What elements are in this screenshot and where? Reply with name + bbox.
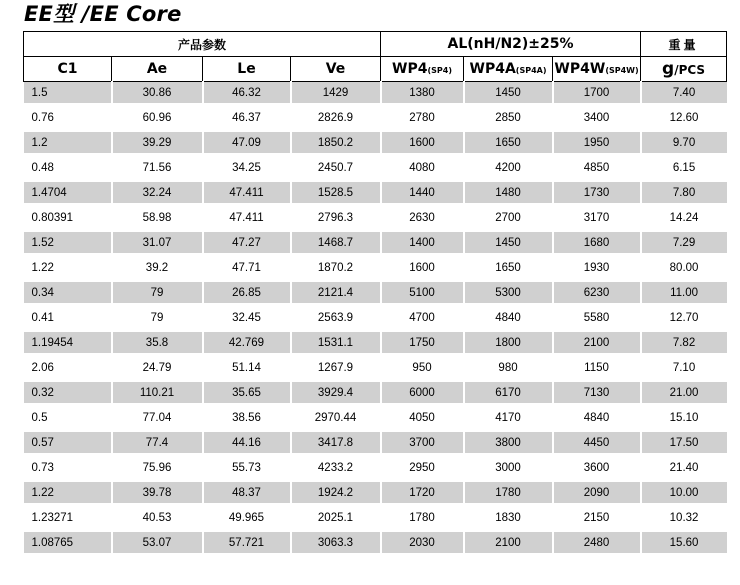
cell-c1: 0.5 (24, 405, 112, 430)
table-row (24, 305, 727, 330)
cell-wp4w: 6230 (553, 280, 641, 305)
cell-ve: 1429 (291, 82, 381, 106)
cell-weight: 7.82 (641, 330, 727, 355)
cell-ve: 2121.4 (291, 280, 381, 305)
cell-wp4w: 1950 (553, 130, 641, 155)
cell-wp4a: 6170 (464, 380, 553, 405)
col-header-wp4 (381, 57, 464, 82)
cell-le: 47.411 (203, 180, 291, 205)
col-header-wp4w-sub: (SP4W) (605, 66, 639, 75)
cell-wp4w: 3170 (553, 205, 641, 230)
cell-wp4a: 2100 (464, 530, 553, 555)
cell-wp4w: 5580 (553, 305, 641, 330)
cell-wp4: 1600 (381, 130, 464, 155)
cell-ae: 31.07 (112, 230, 203, 255)
header-weight: 重量 (641, 32, 727, 57)
cell-ae: 60.96 (112, 105, 203, 130)
cell-c1: 0.73 (24, 455, 112, 480)
cell-weight: 21.00 (641, 380, 727, 405)
cell-ae: 58.98 (112, 205, 203, 230)
cell-weight: 12.70 (641, 305, 727, 330)
cell-c1: 0.80391 (24, 205, 112, 230)
cell-le: 47.27 (203, 230, 291, 255)
cell-ve: 2450.7 (291, 155, 381, 180)
cell-c1: 2.06 (24, 355, 112, 380)
col-header-wp4w (553, 57, 641, 82)
col-header-wp4w-main: WP4W (554, 61, 606, 77)
table-row (24, 155, 727, 180)
cell-wp4: 6000 (381, 380, 464, 405)
table-row (24, 530, 727, 555)
cell-wp4a: 980 (464, 355, 553, 380)
cell-wp4a: 1450 (464, 230, 553, 255)
cell-wp4: 1780 (381, 505, 464, 530)
cell-wp4a: 1830 (464, 505, 553, 530)
cell-ae: 75.96 (112, 455, 203, 480)
header-al-value: AL(nH/N2)±25% (381, 32, 641, 57)
cell-c1: 0.34 (24, 280, 112, 305)
cell-c1: 1.23271 (24, 505, 112, 530)
cell-wp4: 4050 (381, 405, 464, 430)
cell-ve: 4233.2 (291, 455, 381, 480)
cell-wp4: 1440 (381, 180, 464, 205)
cell-ae: 35.8 (112, 330, 203, 355)
cell-weight: 21.40 (641, 455, 727, 480)
cell-wp4w: 4850 (553, 155, 641, 180)
cell-c1: 0.32 (24, 380, 112, 405)
cell-ae: 79 (112, 305, 203, 330)
cell-ae: 77.4 (112, 430, 203, 455)
cell-ae: 24.79 (112, 355, 203, 380)
table-row (24, 280, 727, 305)
cell-wp4: 1750 (381, 330, 464, 355)
cell-le: 32.45 (203, 305, 291, 330)
cell-weight: 7.40 (641, 82, 727, 106)
cell-wp4: 2030 (381, 530, 464, 555)
cell-wp4w: 1680 (553, 230, 641, 255)
cell-wp4a: 2700 (464, 205, 553, 230)
cell-wp4: 950 (381, 355, 464, 380)
cell-wp4w: 2090 (553, 480, 641, 505)
page-title: EE型 /EE Core (24, 2, 182, 26)
cell-le: 55.73 (203, 455, 291, 480)
cell-wp4a: 3000 (464, 455, 553, 480)
cell-wp4a: 4200 (464, 155, 553, 180)
cell-wp4: 2950 (381, 455, 464, 480)
cell-weight: 17.50 (641, 430, 727, 455)
cell-wp4: 1400 (381, 230, 464, 255)
table-row (24, 230, 727, 255)
cell-ae: 30.86 (112, 82, 203, 106)
cell-wp4: 1380 (381, 82, 464, 106)
cell-weight: 10.00 (641, 480, 727, 505)
table-row (24, 455, 727, 480)
cell-wp4: 2780 (381, 105, 464, 130)
cell-wp4a: 1800 (464, 330, 553, 355)
cell-ae: 32.24 (112, 180, 203, 205)
cell-wp4w: 7130 (553, 380, 641, 405)
spec-table-body (24, 82, 727, 556)
cell-le: 42.769 (203, 330, 291, 355)
cell-c1: 1.5 (24, 82, 112, 106)
cell-weight: 9.70 (641, 130, 727, 155)
cell-wp4: 2630 (381, 205, 464, 230)
header-product-params: 产品参数 (24, 32, 381, 57)
cell-wp4: 1600 (381, 255, 464, 280)
cell-ve: 2563.9 (291, 305, 381, 330)
col-header-ve: Ve (291, 57, 381, 82)
table-row (24, 405, 727, 430)
cell-ve: 1924.2 (291, 480, 381, 505)
cell-le: 26.85 (203, 280, 291, 305)
cell-ve: 2025.1 (291, 505, 381, 530)
cell-wp4w: 3600 (553, 455, 641, 480)
cell-ve: 1870.2 (291, 255, 381, 280)
cell-wp4a: 2850 (464, 105, 553, 130)
cell-le: 46.37 (203, 105, 291, 130)
cell-wp4: 5100 (381, 280, 464, 305)
cell-le: 35.65 (203, 380, 291, 405)
cell-wp4w: 1930 (553, 255, 641, 280)
cell-ae: 71.56 (112, 155, 203, 180)
cell-c1: 0.48 (24, 155, 112, 180)
cell-ve: 2970.44 (291, 405, 381, 430)
cell-le: 47.411 (203, 205, 291, 230)
col-header-weight-g: g (662, 59, 675, 79)
col-header-wp4-sub: (SP4) (427, 66, 452, 75)
cell-ve: 1468.7 (291, 230, 381, 255)
cell-ae: 77.04 (112, 405, 203, 430)
cell-ae: 53.07 (112, 530, 203, 555)
col-header-ae: Ae (112, 57, 203, 82)
cell-ae: 39.78 (112, 480, 203, 505)
cell-le: 34.25 (203, 155, 291, 180)
cell-le: 44.16 (203, 430, 291, 455)
cell-wp4: 3700 (381, 430, 464, 455)
table-row (24, 505, 727, 530)
cell-weight: 14.24 (641, 205, 727, 230)
cell-wp4a: 4170 (464, 405, 553, 430)
cell-c1: 1.22 (24, 480, 112, 505)
ee-core-spec-table (23, 31, 727, 557)
cell-wp4w: 4450 (553, 430, 641, 455)
cell-c1: 1.52 (24, 230, 112, 255)
cell-le: 46.32 (203, 82, 291, 106)
cell-wp4w: 1700 (553, 82, 641, 106)
cell-weight: 15.10 (641, 405, 727, 430)
cell-wp4a: 1450 (464, 82, 553, 106)
table-row (24, 355, 727, 380)
cell-weight: 15.60 (641, 530, 727, 555)
cell-wp4: 4700 (381, 305, 464, 330)
cell-c1: 1.22 (24, 255, 112, 280)
table-row (24, 82, 727, 106)
cell-weight: 80.00 (641, 255, 727, 280)
cell-ae: 110.21 (112, 380, 203, 405)
table-row (24, 330, 727, 355)
table-row (24, 255, 727, 280)
cell-ve: 3417.8 (291, 430, 381, 455)
cell-wp4: 4080 (381, 155, 464, 180)
cell-ae: 40.53 (112, 505, 203, 530)
cell-ve: 1528.5 (291, 180, 381, 205)
cell-c1: 0.41 (24, 305, 112, 330)
cell-ve: 1531.1 (291, 330, 381, 355)
col-header-le: Le (203, 57, 291, 82)
cell-weight: 10.32 (641, 505, 727, 530)
cell-wp4a: 1780 (464, 480, 553, 505)
table-row (24, 130, 727, 155)
cell-weight: 11.00 (641, 280, 727, 305)
cell-wp4w: 3400 (553, 105, 641, 130)
cell-wp4a: 3800 (464, 430, 553, 455)
cell-le: 51.14 (203, 355, 291, 380)
table-row (24, 105, 727, 130)
cell-ve: 3063.3 (291, 530, 381, 555)
cell-ve: 1267.9 (291, 355, 381, 380)
cell-c1: 0.57 (24, 430, 112, 455)
col-header-weight-pcs: /PCS (674, 63, 706, 77)
col-header-wp4-main: WP4 (392, 61, 428, 77)
cell-ve: 2796.3 (291, 205, 381, 230)
cell-wp4w: 1150 (553, 355, 641, 380)
cell-weight: 12.60 (641, 105, 727, 130)
table-row (24, 205, 727, 230)
cell-wp4a: 1650 (464, 255, 553, 280)
cell-c1: 1.08765 (24, 530, 112, 555)
cell-weight: 6.15 (641, 155, 727, 180)
cell-wp4a: 5300 (464, 280, 553, 305)
cell-wp4w: 2480 (553, 530, 641, 555)
cell-ae: 79 (112, 280, 203, 305)
cell-ve: 2826.9 (291, 105, 381, 130)
table-row (24, 430, 727, 455)
cell-wp4w: 2150 (553, 505, 641, 530)
col-header-wp4a (464, 57, 553, 82)
cell-weight: 7.10 (641, 355, 727, 380)
col-header-wp4a-main: WP4A (469, 61, 516, 77)
cell-le: 48.37 (203, 480, 291, 505)
cell-ve: 1850.2 (291, 130, 381, 155)
cell-le: 57.721 (203, 530, 291, 555)
cell-le: 38.56 (203, 405, 291, 430)
cell-c1: 0.76 (24, 105, 112, 130)
cell-wp4: 1720 (381, 480, 464, 505)
cell-weight: 7.29 (641, 230, 727, 255)
table-row (24, 380, 727, 405)
cell-c1: 1.2 (24, 130, 112, 155)
cell-ve: 3929.4 (291, 380, 381, 405)
col-header-c1: C1 (24, 57, 112, 82)
table-row (24, 180, 727, 205)
cell-wp4w: 4840 (553, 405, 641, 430)
cell-weight: 7.80 (641, 180, 727, 205)
table-row (24, 480, 727, 505)
cell-c1: 1.19454 (24, 330, 112, 355)
cell-wp4a: 1480 (464, 180, 553, 205)
col-header-wp4a-sub: (SP4A) (515, 66, 547, 75)
cell-wp4w: 1730 (553, 180, 641, 205)
cell-c1: 1.4704 (24, 180, 112, 205)
cell-le: 47.71 (203, 255, 291, 280)
cell-wp4w: 2100 (553, 330, 641, 355)
cell-le: 47.09 (203, 130, 291, 155)
col-header-weight-unit (641, 57, 727, 82)
cell-wp4a: 4840 (464, 305, 553, 330)
cell-wp4a: 1650 (464, 130, 553, 155)
cell-ae: 39.2 (112, 255, 203, 280)
cell-le: 49.965 (203, 505, 291, 530)
cell-ae: 39.29 (112, 130, 203, 155)
